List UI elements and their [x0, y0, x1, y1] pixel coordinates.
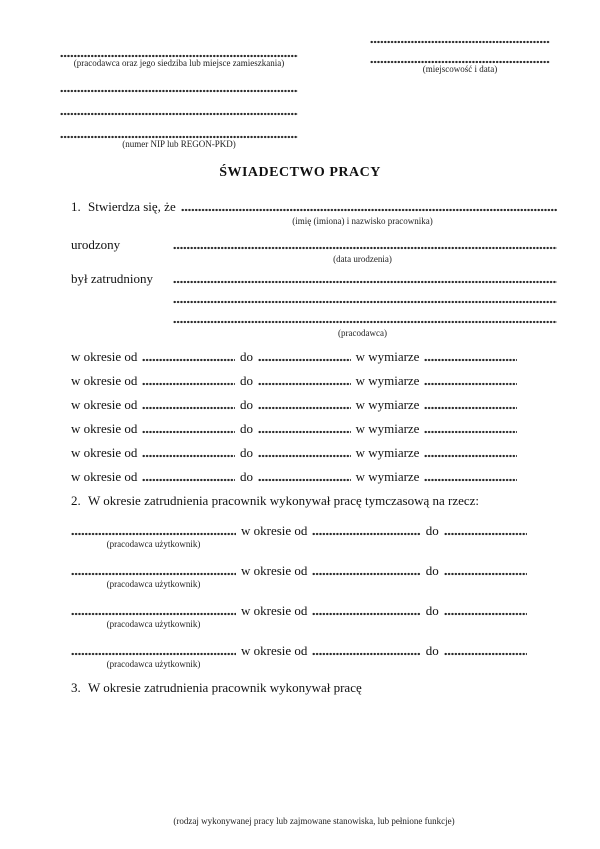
- form-header: [0, 0, 600, 150]
- period-from-field[interactable]: [142, 469, 235, 485]
- section3-heading: [71, 680, 557, 696]
- employment-period-row: [71, 349, 517, 365]
- temp-period-from-field[interactable]: [312, 643, 420, 659]
- period-from-field[interactable]: [142, 349, 235, 365]
- temp-period-to-label: do: [425, 603, 439, 618]
- employed-row-cont: [71, 291, 557, 307]
- temp-period-to-label: do: [425, 523, 439, 538]
- employee-name-caption: (imię (imiona) i nazwisko pracownika): [292, 216, 433, 226]
- user-employer-caption: (pracodawca użytkownik): [106, 539, 201, 549]
- employment-period-row: [71, 445, 517, 461]
- temp-period-from-field[interactable]: [312, 563, 420, 579]
- section2-heading-text: W okresie zatrudnienia pracownik wykonywał pracę tymczasową na rzecz:: [88, 493, 480, 508]
- period-to-field[interactable]: [258, 421, 351, 437]
- employer-field-cont-2[interactable]: [60, 104, 298, 116]
- employed-label: był zatrudniony: [71, 271, 153, 286]
- user-employer-block: [71, 563, 527, 590]
- period-from-label: w okresie od: [71, 469, 138, 484]
- period-from-label: w okresie od: [71, 373, 138, 388]
- user-employer-column: [71, 563, 236, 590]
- user-employer-field[interactable]: [71, 603, 236, 619]
- employment-period-row: [71, 469, 517, 485]
- period-dimension-label: w wymiarze: [355, 397, 420, 412]
- temp-period-from-label: w okresie od: [241, 523, 308, 538]
- user-employer-column: [71, 603, 236, 630]
- period-to-field[interactable]: [258, 373, 351, 389]
- period-dimension-label: w wymiarze: [355, 445, 420, 460]
- user-employer-caption: (pracodawca użytkownik): [106, 659, 201, 669]
- temp-period-to-field[interactable]: [444, 643, 527, 659]
- section2-heading: [71, 493, 557, 509]
- user-employer-block: [71, 643, 527, 670]
- period-dimension-label: w wymiarze: [355, 421, 420, 436]
- temp-period-from-field[interactable]: [312, 523, 420, 539]
- employer-name-field-2[interactable]: [173, 291, 557, 307]
- period-from-field[interactable]: [142, 445, 235, 461]
- user-employer-field[interactable]: [71, 523, 236, 539]
- period-to-field[interactable]: [258, 349, 351, 365]
- employer-field-cont-1[interactable]: [60, 81, 298, 93]
- period-from-label: w okresie od: [71, 421, 138, 436]
- user-employer-caption: (pracodawca użytkownik): [106, 619, 201, 629]
- user-employer-field[interactable]: [71, 643, 236, 659]
- birth-date-caption: (data urodzenia): [333, 254, 392, 264]
- temp-period-from-label: w okresie od: [241, 603, 308, 618]
- place-date-block: [370, 30, 550, 150]
- nip-regon-field[interactable]: [60, 127, 298, 139]
- period-dimension-field[interactable]: [424, 421, 517, 437]
- section1-number: 1.: [71, 199, 81, 214]
- period-dimension-label: w wymiarze: [355, 469, 420, 484]
- period-to-field[interactable]: [258, 397, 351, 413]
- period-to-field[interactable]: [258, 445, 351, 461]
- user-employer-column: [71, 523, 236, 550]
- temp-period-to-field[interactable]: [444, 523, 527, 539]
- temp-period-to-label: do: [425, 643, 439, 658]
- nip-regon-caption: (numer NIP lub REGON-PKD): [122, 139, 236, 149]
- employer-name-field-1[interactable]: [173, 271, 557, 287]
- section3-heading-text: W okresie zatrudnienia pracownik wykonywał pracę: [88, 680, 362, 695]
- period-to-label: do: [240, 445, 253, 460]
- place-date-field-1[interactable]: [370, 32, 550, 44]
- period-from-field[interactable]: [142, 421, 235, 437]
- employment-period-row: [71, 397, 517, 413]
- period-to-field[interactable]: [258, 469, 351, 485]
- temp-period-from-label: w okresie od: [241, 643, 308, 658]
- employer-header-block: [60, 30, 298, 150]
- period-dimension-label: w wymiarze: [355, 349, 420, 364]
- temp-period-from-field[interactable]: [312, 603, 420, 619]
- period-dimension-field[interactable]: [424, 349, 517, 365]
- user-employer-caption: (pracodawca użytkownik): [106, 579, 201, 589]
- temp-period-to-field[interactable]: [444, 563, 527, 579]
- period-dimension-field[interactable]: [424, 373, 517, 389]
- employment-period-row: [71, 373, 517, 389]
- period-to-label: do: [240, 421, 253, 436]
- born-label: urodzony: [71, 237, 121, 252]
- user-employer-block: [71, 523, 527, 550]
- period-to-label: do: [240, 397, 253, 412]
- period-dimension-field[interactable]: [424, 469, 517, 485]
- birth-date-field[interactable]: [173, 237, 557, 253]
- employer-caption: (pracodawca oraz jego siedziba lub miejsce zamieszkania): [73, 58, 285, 68]
- work-type-caption: (rodzaj wykonywanej pracy lub zajmowane stanowiska, lub pełnione funkcje): [173, 816, 455, 826]
- period-from-field[interactable]: [142, 373, 235, 389]
- section3-number: 3.: [71, 680, 81, 695]
- employer-field[interactable]: [60, 46, 298, 58]
- place-date-caption: (miejscowość i data): [422, 64, 498, 74]
- period-from-label: w okresie od: [71, 349, 138, 364]
- period-dimension-label: w wymiarze: [355, 373, 420, 388]
- employed-row-cont: [71, 311, 557, 327]
- period-to-label: do: [240, 469, 253, 484]
- employer-caption: (pracodawca): [338, 328, 387, 338]
- period-from-field[interactable]: [142, 397, 235, 413]
- section2-number: 2.: [71, 493, 81, 508]
- period-from-label: w okresie od: [71, 397, 138, 412]
- period-to-label: do: [240, 373, 253, 388]
- temp-period-to-label: do: [425, 563, 439, 578]
- born-row: [71, 237, 557, 253]
- document-title: ŚWIADECTWO PRACY: [219, 165, 381, 180]
- form-body: [0, 199, 600, 696]
- user-employer-block: [71, 603, 527, 630]
- statement-label: Stwierdza się, że: [88, 199, 176, 214]
- place-date-field-2[interactable]: [370, 52, 550, 64]
- period-dimension-field[interactable]: [424, 445, 517, 461]
- user-employer-field[interactable]: [71, 563, 236, 579]
- statement-row: [71, 199, 557, 215]
- temp-period-to-field[interactable]: [444, 603, 527, 619]
- temp-period-from-label: w okresie od: [241, 563, 308, 578]
- user-employer-column: [71, 643, 236, 670]
- employer-name-field-3[interactable]: [173, 311, 557, 327]
- period-from-label: w okresie od: [71, 445, 138, 460]
- employment-period-row: [71, 421, 517, 437]
- employee-name-field[interactable]: [181, 199, 557, 215]
- period-dimension-field[interactable]: [424, 397, 517, 413]
- employed-row: [71, 271, 557, 287]
- period-to-label: do: [240, 349, 253, 364]
